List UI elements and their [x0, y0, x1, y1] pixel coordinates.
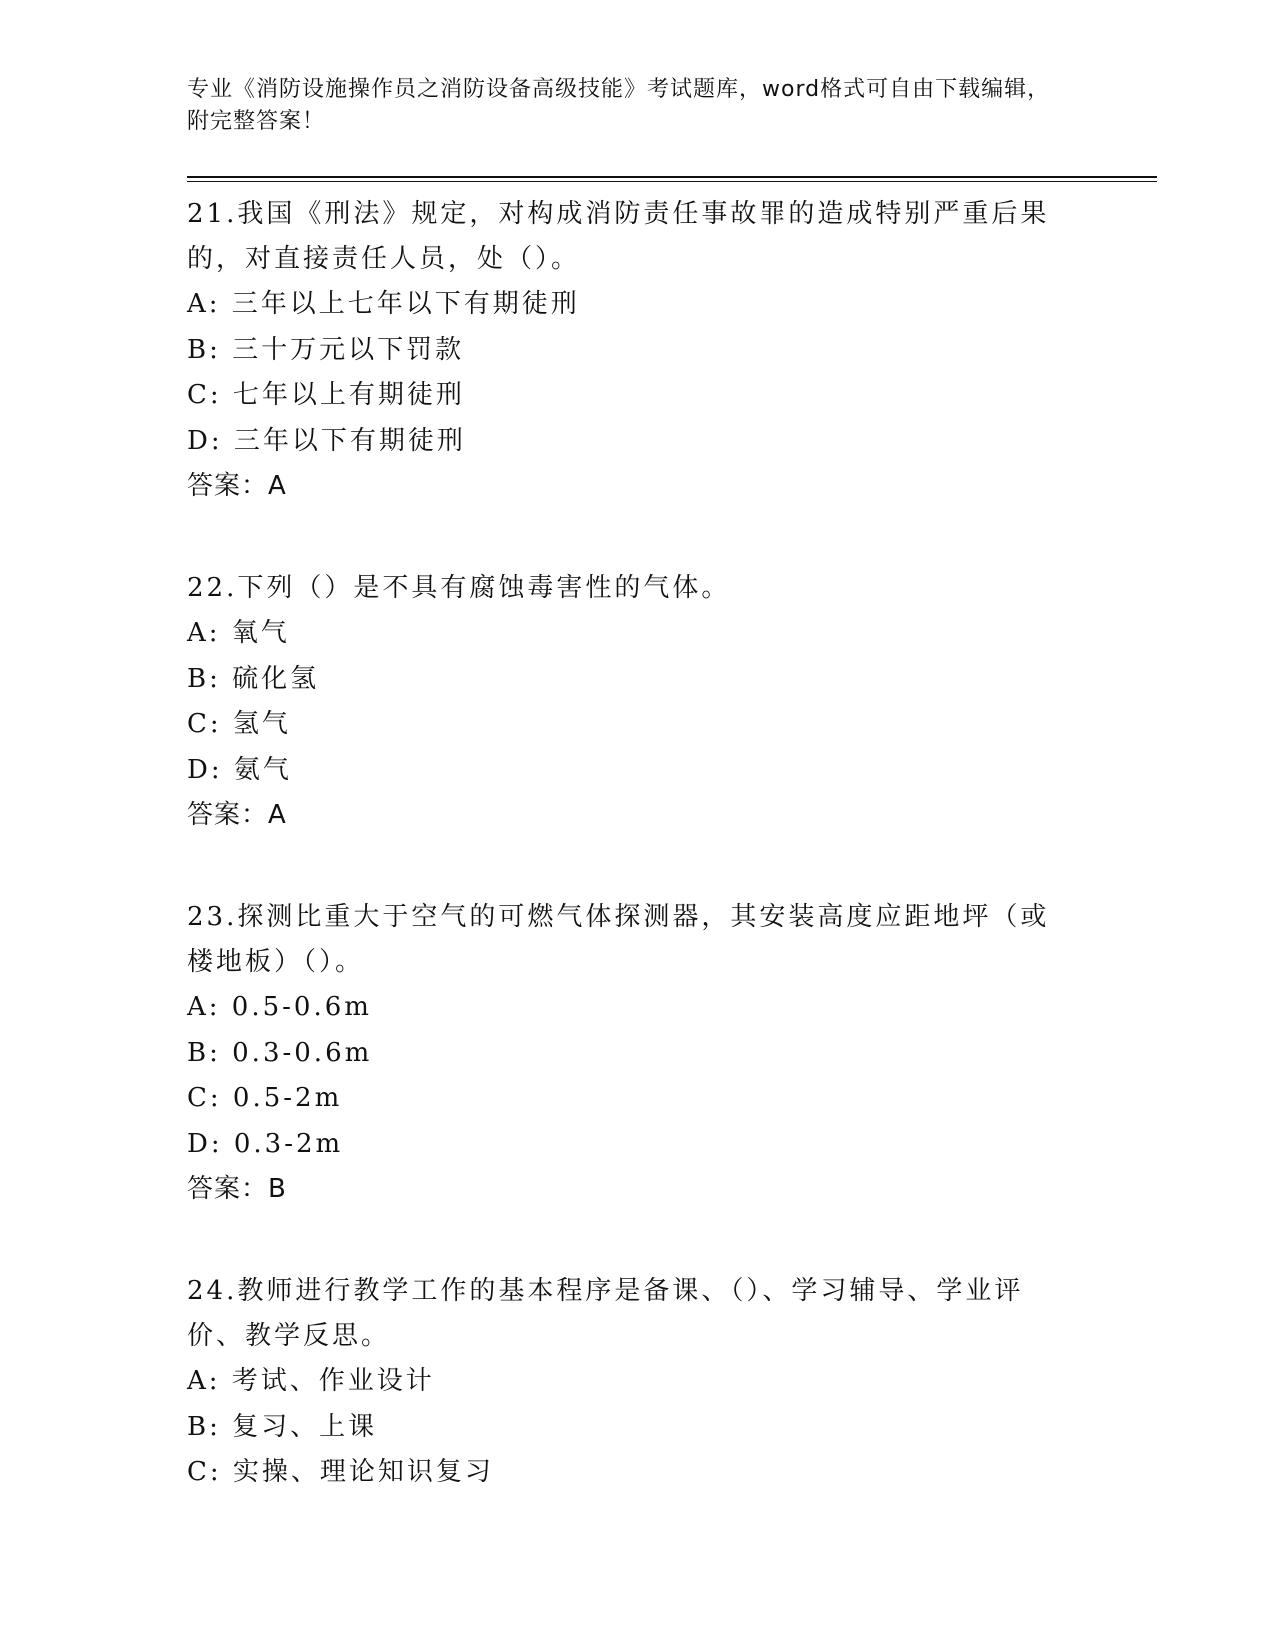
option-d: D: 氨气 — [187, 754, 292, 785]
option-c: C: 七年以上有期徒刑 — [187, 380, 465, 410]
option-b: B: 硫化氢 — [187, 663, 320, 694]
question-text: 23.探测比重大于空气的可燃气体探测器，其安装高度应距地坪（或楼地板）（）。 — [187, 902, 1050, 977]
option-d: D: 0.3-2m — [187, 1128, 344, 1159]
option-b: B: 0.3-0.6m — [187, 1037, 373, 1068]
option-c: C: 0.5-2m — [187, 1083, 343, 1113]
question-text: 22.下列（）是不具有腐蚀毒害性的气体。 — [187, 573, 731, 603]
option-b: B: 三十万元以下罚款 — [187, 334, 465, 365]
option-a: A: 氧气 — [187, 618, 290, 648]
option-c: C: 实操、理论知识复习 — [187, 1457, 494, 1487]
option-c: C: 氢气 — [187, 709, 291, 739]
option-d: D: 三年以下有期徒刑 — [187, 425, 466, 456]
question-text: 21.我国《刑法》规定，对构成消防责任事故罪的造成特别严重后果的，对直接责任人员，处（）。 — [187, 199, 1050, 274]
spacer — [187, 1212, 1157, 1259]
question-text: 24.教师进行教学工作的基本程序是备课、（）、学习辅导、学业评价、教学反思。 — [187, 1276, 1024, 1351]
question-23 — [187, 895, 1157, 1212]
question-24 — [187, 1269, 1157, 1496]
option-b: B: 复习、上课 — [187, 1411, 378, 1442]
spacer — [187, 509, 1157, 556]
answer: 答案：A — [187, 800, 287, 830]
header-divider — [187, 176, 1157, 182]
document-page — [187, 74, 1157, 1496]
question-21 — [187, 192, 1157, 509]
answer: 答案：A — [187, 471, 287, 501]
question-22 — [187, 566, 1157, 838]
option-a: A: 考试、作业设计 — [187, 1366, 435, 1396]
spacer — [187, 838, 1157, 885]
option-a: A: 0.5-0.6m — [187, 992, 372, 1022]
answer: 答案：B — [187, 1174, 287, 1204]
option-a: A: 三年以上七年以下有期徒刑 — [187, 289, 580, 319]
document-header: 专业《消防设施操作员之消防设备高级技能》考试题库，word格式可自由下载编辑，附完整答案！ — [187, 77, 1051, 134]
